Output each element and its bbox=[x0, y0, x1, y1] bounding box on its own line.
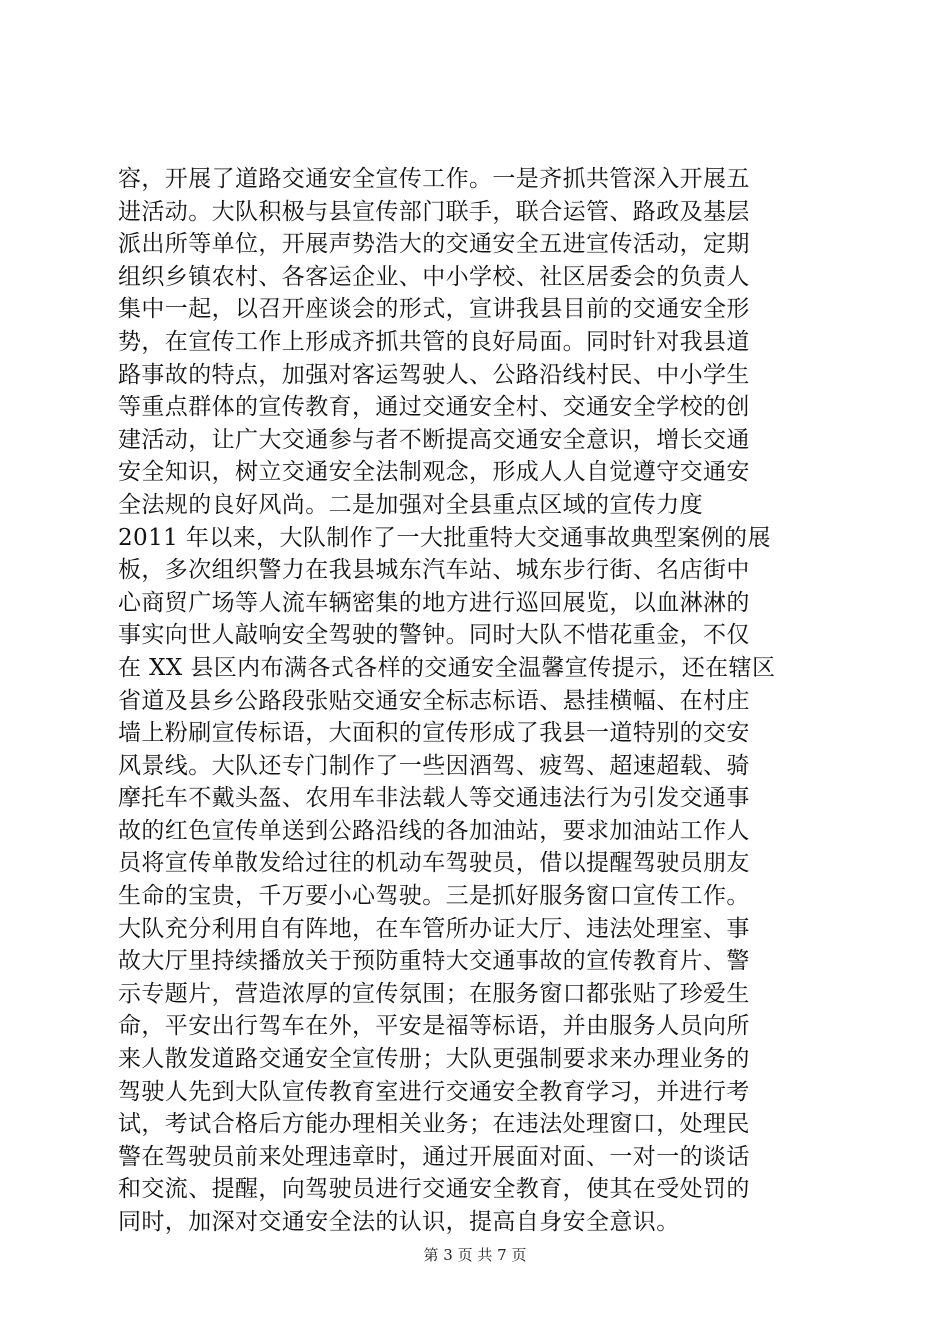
text-line: 和交流、提醒，向驾驶员进行交通安全教育，使其在受处罚的 bbox=[118, 1176, 750, 1203]
text-line: 路事故的特点，加强对客运驾驶人、公路沿线村民、中小学生 bbox=[118, 361, 750, 388]
page-footer bbox=[0, 1245, 950, 1265]
text-line: 示专题片，营造浓厚的宣传氛围；在服务窗口都张贴了珍爱生 bbox=[118, 980, 750, 1007]
text-line: 员将宣传单散发给过往的机动车驾驶员，借以提醒驾驶员朋友 bbox=[118, 850, 750, 877]
text-line: 集中一起，以召开座谈会的形式，宣讲我县目前的交通安全形 bbox=[118, 296, 750, 323]
text-line: 警在驾驶员前来处理违章时，通过开展面对面、一对一的谈话 bbox=[118, 1143, 750, 1170]
text-line: 在 XX 县区内布满各式各样的交通安全温馨宣传提示，还在辖区 bbox=[118, 654, 776, 681]
body-text bbox=[118, 163, 838, 1239]
text-line: 大队充分利用自有阵地，在车管所办证大厅、违法处理室、事 bbox=[118, 915, 750, 942]
text-line: 同时，加深对交通安全法的认识，提高自身安全意识。 bbox=[118, 1209, 680, 1235]
text-line: 风景线。大队还专门制作了一些因酒驾、疲驾、超速超载、骑 bbox=[118, 752, 750, 779]
text-line: 安全知识，树立交通安全法制观念，形成人人自觉遵守交通安 bbox=[118, 459, 750, 486]
text-line: 势，在宣传工作上形成齐抓共管的良好局面。同时针对我县道 bbox=[118, 328, 750, 355]
text-line: 来人散发道路交通安全宣传册；大队更强制要求来办理业务的 bbox=[118, 1046, 750, 1073]
text-line: 试，考试合格后方能办理相关业务；在违法处理窗口，处理民 bbox=[118, 1111, 750, 1138]
text-line: 心商贸广场等人流车辆密集的地方进行巡回展览，以血淋淋的 bbox=[118, 589, 750, 616]
text-line: 驾驶人先到大队宣传教育室进行交通安全教育学习，并进行考 bbox=[118, 1078, 750, 1105]
text-line: 命，平安出行驾车在外，平安是福等标语，并由服务人员向所 bbox=[118, 1013, 750, 1040]
text-line: 板，多次组织警力在我县城东汽车站、城东步行街、名店街中 bbox=[118, 557, 750, 584]
text-line: 故的红色宣传单送到公路沿线的各加油站，要求加油站工作人 bbox=[118, 817, 750, 844]
text-line: 全法规的良好风尚。二是加强对全县重点区域的宣传力度 bbox=[118, 491, 703, 518]
text-line: 生命的宝贵，千万要小心驾驶。三是抓好服务窗口宣传工作。 bbox=[118, 883, 750, 910]
text-line: 派出所等单位，开展声势浩大的交通安全五进宣传活动，定期 bbox=[118, 231, 750, 258]
text-line: 等重点群体的宣传教育，通过交通安全村、交通安全学校的创 bbox=[118, 394, 750, 421]
text-line: 进活动。大队积极与县宣传部门联手，联合运管、路政及基层 bbox=[118, 198, 750, 225]
text-line: 2011 年以来，大队制作了一大批重特大交通事故典型案例的展 bbox=[118, 524, 771, 551]
text-line: 事实向世人敲响安全驾驶的警钟。同时大队不惜花重金，不仅 bbox=[118, 622, 750, 649]
text-line: 摩托车不戴头盔、农用车非法载人等交通违法行为引发交通事 bbox=[118, 785, 750, 812]
text-line: 组织乡镇农村、各客运企业、中小学校、社区居委会的负责人 bbox=[118, 263, 750, 290]
page-number-label: 第 3 页 共 7 页 bbox=[423, 1246, 527, 1264]
text-line: 建活动，让广大交通参与者不断提高交通安全意识，增长交通 bbox=[118, 426, 750, 453]
text-line: 墙上粉刷宣传标语，大面积的宣传形成了我县一道特别的交安 bbox=[118, 720, 750, 747]
text-line: 故大厅里持续播放关于预防重特大交通事故的宣传教育片、警 bbox=[118, 948, 750, 975]
text-line: 省道及县乡公路段张贴交通安全标志标语、悬挂横幅、在村庄 bbox=[118, 687, 750, 714]
text-line: 容，开展了道路交通安全宣传工作。一是齐抓共管深入开展五 bbox=[118, 166, 750, 192]
